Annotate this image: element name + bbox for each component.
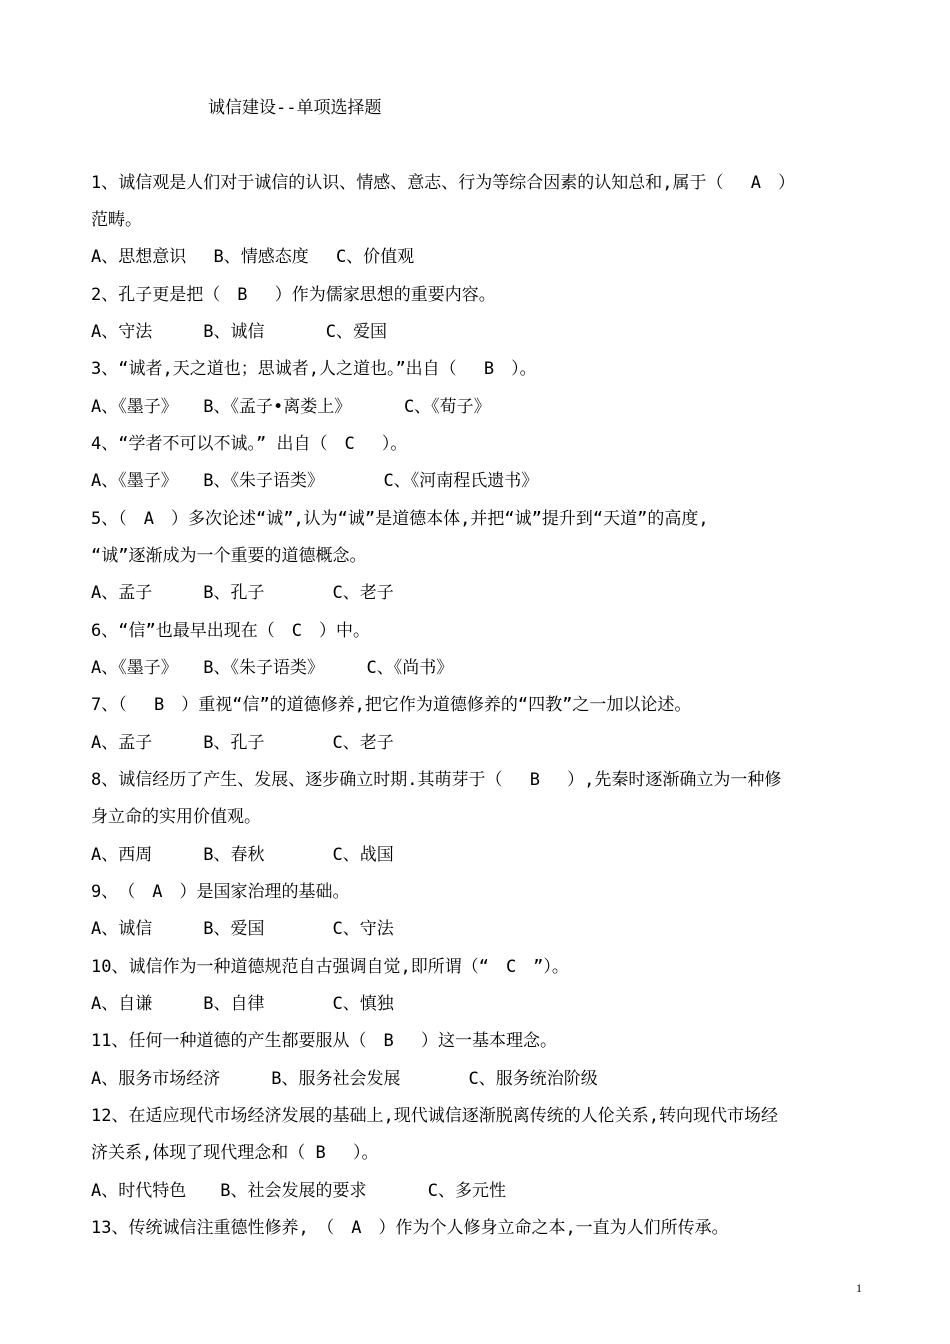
page-number: 1 xyxy=(856,1281,862,1295)
text-line: 6、“信”也最早出现在（ C ）中。 xyxy=(91,621,370,641)
text-line: 5、（ A ）多次论述“诚”,认为“诚”是道德本体,并把“诚”提升到“天道”的高度, xyxy=(91,509,709,529)
text-line: 范畴。 xyxy=(91,210,142,230)
text-line: A、西周 B、春秋 C、战国 xyxy=(91,845,394,865)
text-line: A、守法 B、诚信 C、爱国 xyxy=(91,322,387,342)
text-line: 9、 （ A ）是国家治理的基础。 xyxy=(91,882,350,902)
text-line: 8、诚信经历了产生、发展、逐步确立时期.其萌芽于（ B ）,先秦时逐渐确立为一种修 xyxy=(91,770,782,790)
text-line: 10、诚信作为一种道德规范自古强调自觉,即所谓（“ C ”）。 xyxy=(91,957,569,977)
text-line: A、《墨子》 B、《朱子语类》 C、《河南程氏遗书》 xyxy=(91,471,539,491)
text-line: A、时代特色 B、社会发展的要求 C、多元性 xyxy=(91,1181,506,1201)
text-line: 2、孔子更是把（ B ）作为儒家思想的重要内容。 xyxy=(91,285,496,305)
text-line: A、服务市场经济 B、服务社会发展 C、服务统治阶级 xyxy=(91,1069,598,1089)
text-line: 12、在适应现代市场经济发展的基础上,现代诚信逐渐脱离传统的人伦关系,转向现代市场经 xyxy=(91,1106,778,1126)
text-line: A、《墨子》 B、《朱子语类》 C、《尚书》 xyxy=(91,658,454,678)
text-line: 11、任何一种道德的产生都要服从（ B ）这一基本理念。 xyxy=(91,1031,557,1051)
text-line: A、诚信 B、爱国 C、守法 xyxy=(91,919,394,939)
text-line: 济关系,体现了现代理念和（ B ）。 xyxy=(91,1143,379,1163)
text-line: A、孟子 B、孔子 C、老子 xyxy=(91,733,394,753)
text-line: 7、（ B ）重视“信”的道德修养,把它作为道德修养的“四教”之一加以论述。 xyxy=(91,695,692,715)
text-line: A、《墨子》 B、《孟子•离娄上》 C、《荀子》 xyxy=(91,397,491,417)
text-line: 1、诚信观是人们对于诚信的认识、情感、意志、行为等综合因素的认知总和,属于（ A ） xyxy=(91,173,795,193)
text-line: 4、“学者不可以不诚。” 出自（ C ）。 xyxy=(91,434,408,454)
text-line: A、孟子 B、孔子 C、老子 xyxy=(91,583,394,603)
text-line: “诚”逐渐成为一个重要的道德概念。 xyxy=(91,546,367,566)
text-line: A、自谦 B、自律 C、慎独 xyxy=(91,994,394,1014)
text-line: 3、“诚者,天之道也；思诚者,人之道也。”出自（ B ）。 xyxy=(91,359,537,379)
text-line: 身立命的实用价值观。 xyxy=(91,807,261,827)
text-line: A、思想意识 B、情感态度 C、价值观 xyxy=(91,247,415,267)
text-line: 13、传统诚信注重德性修养, （ A ）作为个人修身立命之本,一直为人们所传承。 xyxy=(91,1218,729,1238)
document-title: 诚信建设--单项选择题 xyxy=(208,98,382,118)
